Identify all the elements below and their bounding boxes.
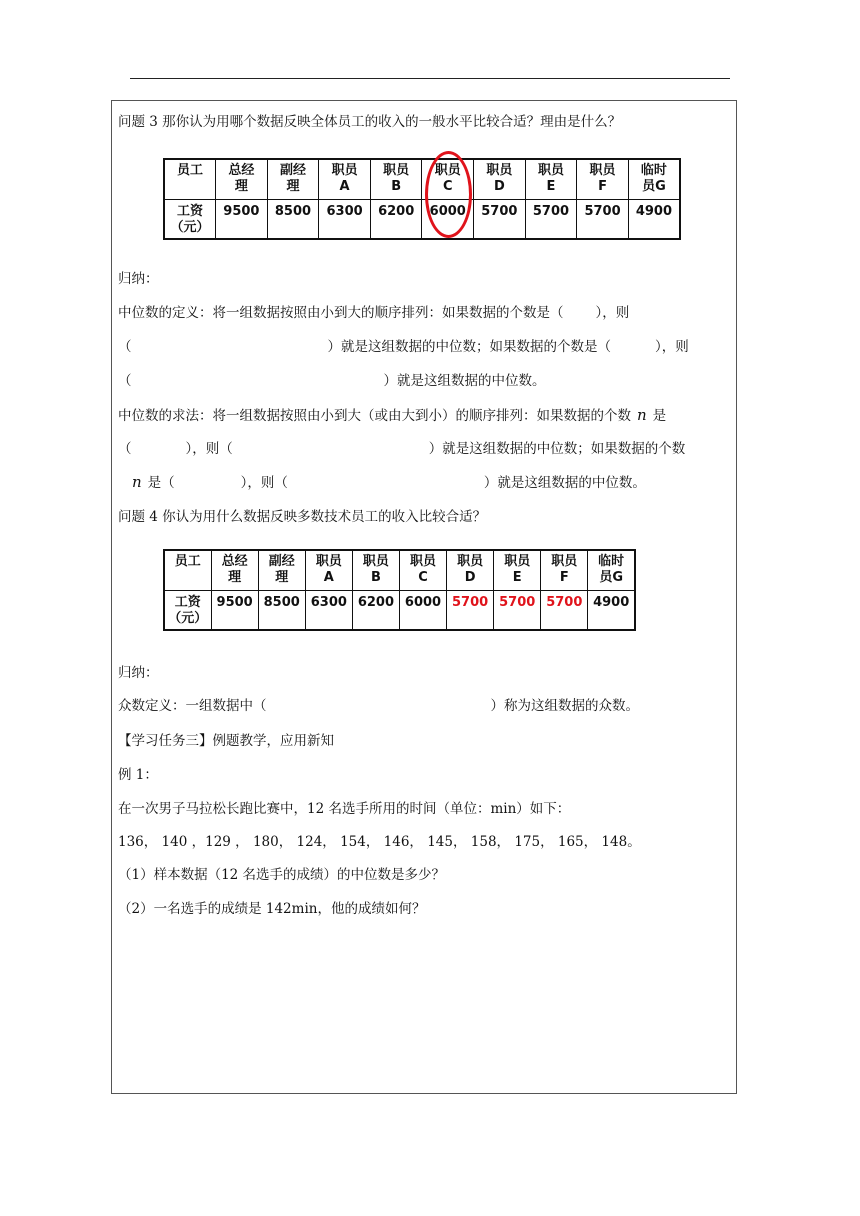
header-text: 职员 bbox=[410, 554, 437, 569]
value-cell: 4900 bbox=[628, 200, 680, 240]
value-cell: 9500 bbox=[216, 200, 268, 240]
example-intro: 在一次男子马拉松长跑比赛中，12 名选手所用的时间（单位：min）如下： bbox=[118, 801, 571, 817]
median-definition-line-1: 中位数的定义：将一组数据按照由小到大的顺序排列：如果数据的个数是（ ），则 bbox=[118, 305, 630, 321]
header-text: F bbox=[559, 570, 569, 585]
header-text: 职员 bbox=[362, 554, 389, 569]
mode-definition: 众数定义：一组数据中（ ）称为这组数据的众数。 bbox=[118, 698, 639, 714]
header-cell bbox=[577, 159, 629, 200]
header-cell bbox=[164, 550, 211, 591]
header-cell bbox=[319, 159, 371, 200]
header-text: 临时 bbox=[640, 163, 667, 178]
header-cell bbox=[352, 550, 399, 591]
table-value-row bbox=[164, 200, 680, 240]
header-cell bbox=[588, 550, 635, 591]
header-text: 员工 bbox=[174, 554, 201, 569]
value-cell: 6300 bbox=[319, 200, 371, 240]
variable-n: n bbox=[637, 406, 647, 424]
header-text: E bbox=[546, 179, 556, 194]
header-text: 职员 bbox=[457, 554, 484, 569]
header-cell bbox=[447, 550, 494, 591]
value-cell: 5700 bbox=[494, 591, 541, 631]
value-cell: 6200 bbox=[370, 200, 422, 240]
header-text: 职员 bbox=[551, 554, 578, 569]
header-text: 员G bbox=[642, 179, 666, 194]
value-cell: 6200 bbox=[352, 591, 399, 631]
header-text: 临时 bbox=[598, 554, 625, 569]
header-cell bbox=[399, 550, 446, 591]
page-header-rule bbox=[130, 78, 730, 79]
table-header-row bbox=[164, 159, 680, 200]
question-4: 问题 4 你认为用什么数据反映多数技术员工的收入比较合适？ bbox=[118, 509, 487, 525]
value-cell: 6300 bbox=[305, 591, 352, 631]
header-cell bbox=[305, 550, 352, 591]
header-text: 职员 bbox=[486, 163, 513, 178]
header-text: 职员 bbox=[315, 554, 342, 569]
value-cell: 5700 bbox=[541, 591, 588, 631]
header-text: 职员 bbox=[537, 163, 564, 178]
header-cell bbox=[628, 159, 680, 200]
table-value-row bbox=[164, 591, 635, 631]
wage-table-1 bbox=[163, 158, 681, 240]
header-cell bbox=[211, 550, 258, 591]
row-label-cell: 工资 （元） bbox=[164, 200, 216, 240]
header-cell bbox=[267, 159, 319, 200]
row-label-cell: 工资 （元） bbox=[164, 591, 211, 631]
example-data: 136， 140 ，129 ， 180， 124， 154， 146， 145， 158， 175， 165， 148。 bbox=[118, 834, 641, 850]
median-method-line-2: （ ），则（ ）就是这组数据的中位数；如果数据的个数 bbox=[118, 441, 686, 457]
header-text: 总经 bbox=[228, 163, 255, 178]
summary-title: 归纳： bbox=[118, 271, 159, 287]
table-header-row bbox=[164, 550, 635, 591]
learning-task-3: 【学习任务三】例题教学，应用新知 bbox=[118, 733, 334, 749]
header-text: 职员 bbox=[434, 163, 461, 178]
header-cell bbox=[258, 550, 305, 591]
value-cell: 6000 bbox=[399, 591, 446, 631]
header-text: C bbox=[442, 179, 453, 194]
example-question-2: （2）一名选手的成绩是 142min，他的成绩如何？ bbox=[118, 901, 426, 917]
value-cell: 9500 bbox=[211, 591, 258, 631]
value-cell: 8500 bbox=[267, 200, 319, 240]
header-text: F bbox=[598, 179, 607, 194]
value-cell: 5700 bbox=[577, 200, 629, 240]
header-text: 总经 bbox=[221, 554, 248, 569]
header-text: D bbox=[493, 179, 505, 194]
value-cell: 5700 bbox=[447, 591, 494, 631]
header-text: 员G bbox=[599, 570, 623, 585]
median-definition-line-3: （ ）就是这组数据的中位数。 bbox=[118, 373, 546, 389]
value-cell: 4900 bbox=[588, 591, 635, 631]
header-text: B bbox=[370, 570, 381, 585]
header-text: 职员 bbox=[383, 163, 410, 178]
header-text: 职员 bbox=[331, 163, 358, 178]
wage-table-2 bbox=[163, 549, 636, 631]
summary-title-2: 归纳： bbox=[118, 665, 159, 681]
header-cell bbox=[474, 159, 526, 200]
value-cell: 6000 bbox=[422, 200, 474, 240]
value-cell: 8500 bbox=[258, 591, 305, 631]
header-text: 副经 bbox=[268, 554, 295, 569]
header-text: 职员 bbox=[589, 163, 616, 178]
question-3: 问题 3 那你认为用哪个数据反映全体员工的收入的一般水平比较合适？理由是什么？ bbox=[118, 114, 622, 130]
header-cell bbox=[541, 550, 588, 591]
header-text: A bbox=[323, 570, 334, 585]
header-cell bbox=[216, 159, 268, 200]
header-text: E bbox=[512, 570, 522, 585]
header-text: 职员 bbox=[504, 554, 531, 569]
header-text: D bbox=[464, 570, 476, 585]
header-text: B bbox=[391, 179, 402, 194]
header-text: 理 bbox=[275, 570, 289, 585]
header-cell bbox=[525, 159, 577, 200]
header-cell bbox=[370, 159, 422, 200]
header-text: A bbox=[339, 179, 350, 194]
header-cell bbox=[494, 550, 541, 591]
example-question-1: （1）样本数据（12 名选手的成绩）的中位数是多少？ bbox=[118, 867, 446, 883]
header-text: 理 bbox=[286, 179, 300, 194]
median-definition-line-2: （ ）就是这组数据的中位数；如果数据的个数是（ ），则 bbox=[118, 339, 689, 355]
variable-n: n bbox=[132, 473, 142, 491]
median-method-line-1: 中位数的求法：将一组数据按照由小到大（或由大到小）的顺序排列：如果数据的个数 n 是 bbox=[118, 406, 667, 424]
median-method-line-3: n 是（ ），则（ ）就是这组数据的中位数。 bbox=[132, 473, 646, 491]
header-text: 员工 bbox=[177, 163, 204, 178]
value-cell: 5700 bbox=[474, 200, 526, 240]
header-text: 理 bbox=[228, 570, 242, 585]
header-text: 副经 bbox=[279, 163, 306, 178]
median-highlight-circle bbox=[425, 151, 472, 238]
header-text: 理 bbox=[234, 179, 248, 194]
header-text: C bbox=[418, 570, 428, 585]
example-label: 例 1： bbox=[118, 767, 158, 783]
header-cell bbox=[164, 159, 216, 200]
value-cell: 5700 bbox=[525, 200, 577, 240]
